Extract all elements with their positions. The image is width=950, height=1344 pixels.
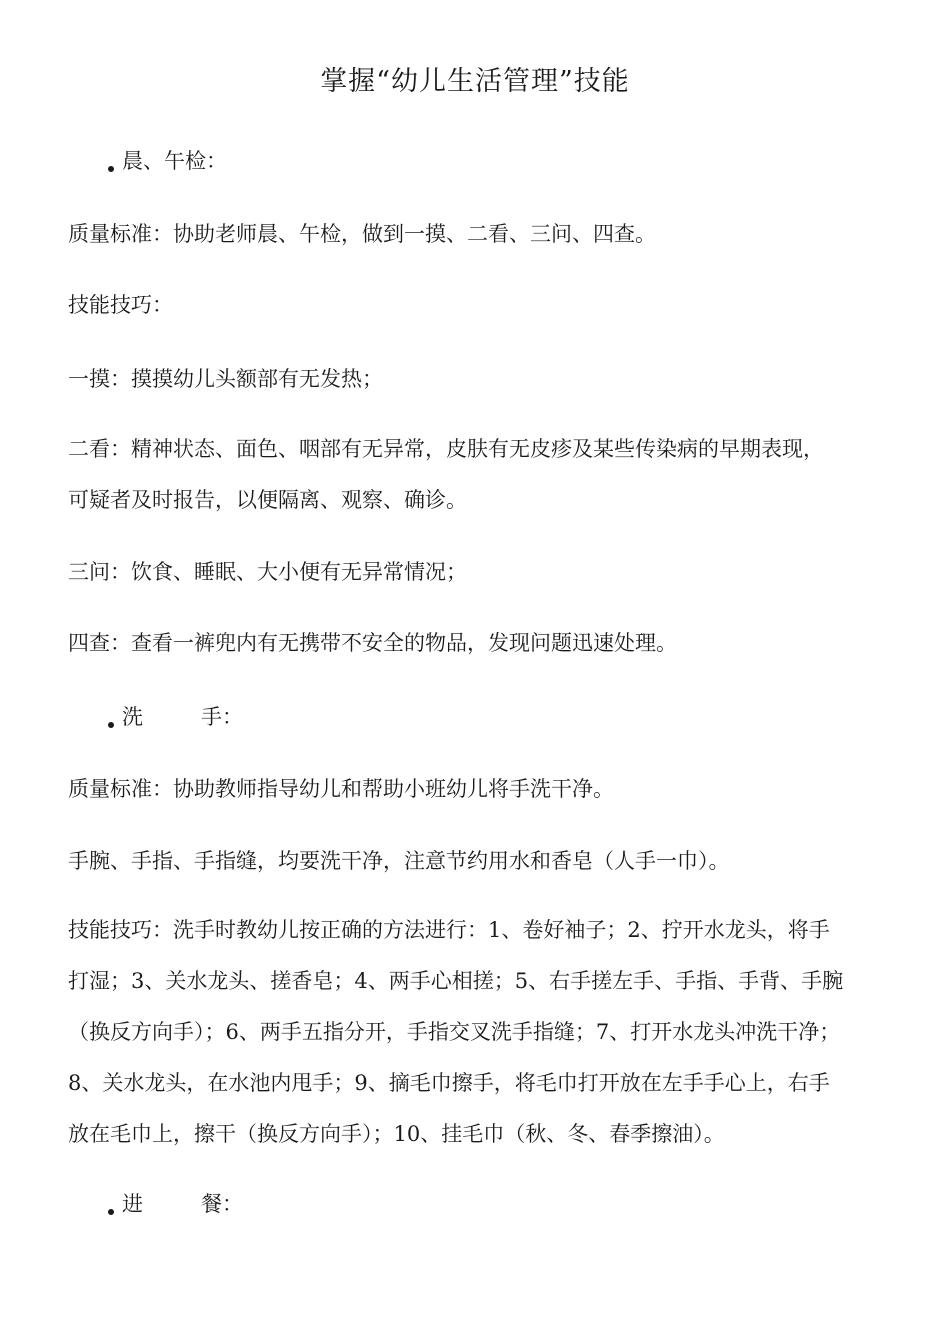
section-heading-text: 晨、午检： <box>122 149 227 173</box>
quality-standard-text: 质量标准：协助老师晨、午检，做到一摸、二看、三问、四查。 <box>68 222 656 246</box>
section-heading-handwashing <box>108 702 243 732</box>
section-heading-text: 手： <box>201 705 243 729</box>
paragraph-line: 技能技巧：洗手时教幼儿按正确的方法进行：1、卷好袖子；2、拧开水龙头，将手 <box>68 918 830 942</box>
paragraph-line: 打湿；3、关水龙头、搓香皂；4、两手心相搓；5、右手搓左手、手指、手背、手腕 <box>68 969 844 993</box>
section-heading-text: 餐： <box>201 1192 243 1216</box>
section-heading-text: 洗 <box>122 705 143 729</box>
section-heading-meal <box>108 1189 243 1219</box>
bullet-icon <box>108 166 114 172</box>
handwashing-note: 手腕、手指、手指缝，均要洗干净，注意节约用水和香皂（人手一巾）。 <box>68 849 730 873</box>
bullet-icon <box>108 722 114 728</box>
paragraph-line: 8、关水龙头，在水池内甩手；9、摘毛巾擦手，将毛巾打开放在左手手心上，右手 <box>68 1071 830 1095</box>
page-title: 掌握“幼儿生活管理”技能 <box>320 66 630 97</box>
check-item-inspect: 四查：查看一裤兜内有无携带不安全的物品，发现问题迅速处理。 <box>68 631 677 655</box>
paragraph-line: （换反方向手）；6、两手五指分开，手指交叉洗手指缝；7、打开水龙头冲洗干净； <box>68 1020 841 1044</box>
paragraph-line: 二看：精神状态、面色、咽部有无异常，皮肤有无皮疹及某些传染病的早期表现， <box>68 437 824 461</box>
check-item-look <box>68 424 883 526</box>
section-heading-text: 进 <box>122 1192 143 1216</box>
check-item-ask: 三问：饮食、睡眠、大小便有无异常情况； <box>68 560 467 584</box>
quality-standard-text: 质量标准：协助教师指导幼儿和帮助小班幼儿将手洗干净。 <box>68 777 614 801</box>
paragraph-line: 放在毛巾上，擦干（换反方向手）；10、挂毛巾（秋、冬、春季擦油）。 <box>68 1122 725 1146</box>
handwashing-steps <box>68 905 883 1160</box>
section-heading-morning-check <box>108 146 227 176</box>
skills-label: 技能技巧： <box>68 293 173 317</box>
bullet-icon <box>108 1209 114 1215</box>
check-item-touch: 一摸：摸摸幼儿头额部有无发热； <box>68 367 383 391</box>
paragraph-line: 可疑者及时报告，以便隔离、观察、确诊。 <box>68 488 467 512</box>
